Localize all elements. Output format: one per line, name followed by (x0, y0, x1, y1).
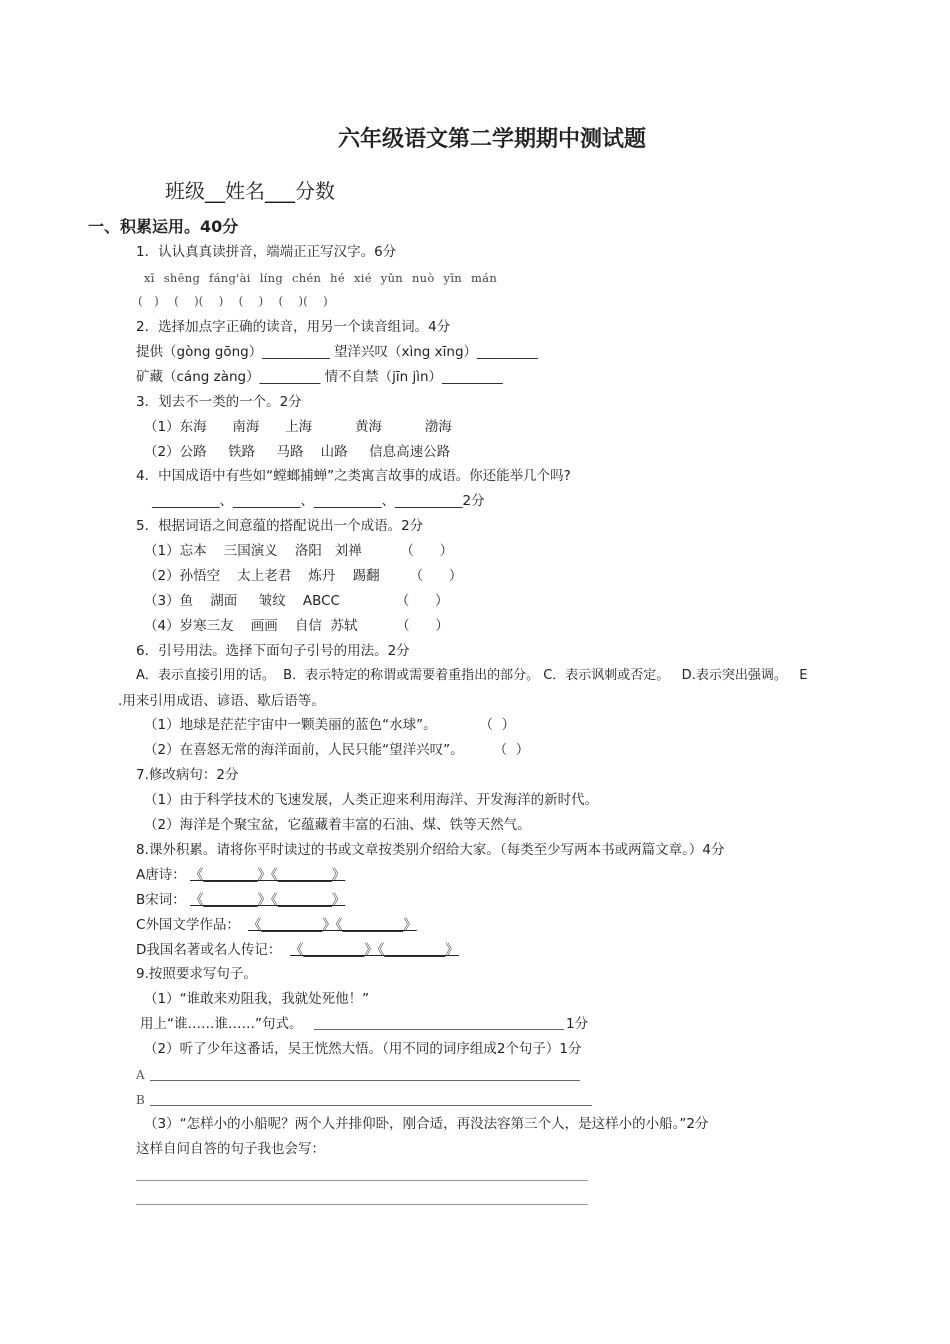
q9-item-1-answer-line[interactable] (314, 1029, 564, 1030)
q9-answer-line-a[interactable] (150, 1080, 580, 1081)
q8-prompt: 8.课外积累。请将你平时读过的书或文章按类别介绍给大家。（每类至少写两本书或两篇文章。）4分 (136, 842, 725, 858)
q5-item-4[interactable]: （4）岁寒三友 画画 自信 苏轼 （ ） (144, 618, 449, 634)
q9-item-1-requirement: 用上“谁……谁……”句式。 (140, 1016, 303, 1032)
q1-prompt: 1．认认真真读拼音，端端正正写汉字。6分 (136, 244, 397, 260)
q9-item-3-requirement: 这样自问自答的句子我也会写： (136, 1141, 325, 1157)
q8-tang-poems-blanks[interactable]: 《________》《________》 (190, 867, 346, 883)
q9-item-2: （2）听了少年这番话，吴王恍然大悟。（用不同的词序组成2个句子）1分 (144, 1041, 582, 1057)
page-title: 六年级语文第二学期期中测试题 (338, 127, 647, 152)
q9-answer-line-b[interactable] (150, 1105, 592, 1106)
q8-song-ci-blanks[interactable]: 《________》《________》 (190, 892, 346, 908)
q9-item-1: （1）“谁敢来劝阻我，我就处死他！” (144, 991, 370, 1007)
q3-prompt: 3．划去不一类的一个。2分 (136, 394, 302, 410)
q8-classics-label: D我国名著或名人传记： (136, 942, 282, 958)
q9-answer-label-b: B (136, 1093, 145, 1107)
q9-item-3: （3）“怎样小的小船呢？两个人并排仰卧，刚合适，再没法容第三个人，是这样小的小船。”2分 (144, 1116, 709, 1132)
section-heading-1: 一、积累运用。40分 (88, 217, 239, 236)
q9-item-1-score: 1分 (566, 1016, 589, 1032)
student-info-line: 班级__姓名___分数 (165, 179, 335, 203)
q8-classics-blanks[interactable]: 《_________》《_________》 (290, 942, 459, 958)
q7-prompt: 7.修改病句：2分 (136, 767, 239, 783)
q3-line-2: （2）公路 铁路 马路 山路 信息高速公路 (144, 444, 451, 460)
q4-answer-blanks[interactable]: __________、__________、__________、__________2分 (152, 493, 485, 509)
q6-options-line-2: .用来引用成语、谚语、歇后语等。 (118, 693, 325, 709)
q8-tang-poems-label: A唐诗： (136, 867, 186, 883)
q6-prompt: 6．引号用法。选择下面句子引号的用法。2分 (136, 643, 410, 659)
q2-prompt: 2．选择加点字正确的读音，用另一个读音组词。4分 (136, 319, 451, 335)
q6-item-1[interactable]: （1）地球是茫茫宇宙中一颗美丽的蓝色“水球”。 （ ） (144, 717, 516, 733)
q2-line-1[interactable]: 提供（gòng gōng）__________ 望洋兴叹（xìng xīng）_________ (136, 344, 538, 360)
q2-line-2[interactable]: 矿藏（cáng zàng）_________ 情不自禁（jīn jìn）_________ (136, 369, 503, 385)
q9-answer-label-a: A (136, 1068, 145, 1082)
q5-item-3[interactable]: （3）鱼 湖面 皱纹 ABCC （ ） (144, 593, 449, 609)
q7-item-1: （1）由于科学技术的飞速发展，人类正迎来利用海洋、开发海洋的新时代。 (144, 792, 599, 808)
q9-item-3-answer-line-2[interactable] (136, 1204, 588, 1205)
q5-prompt: 5．根据词语之间意蕴的搭配说出一个成语。2分 (136, 518, 424, 534)
q3-line-1: （1）东海 南海 上海 黄海 渤海 (144, 419, 452, 435)
q1-answer-blanks[interactable]: ( ) ( )( ) ( ) ( )( ) (138, 294, 328, 308)
q6-item-2[interactable]: （2）在喜怒无常的海洋面前，人民只能“望洋兴叹”。 （ ） (144, 742, 530, 758)
q9-item-3-answer-line-1[interactable] (136, 1180, 588, 1181)
q8-song-ci-label: B宋词： (136, 892, 186, 908)
q5-item-2[interactable]: （2）孙悟空 太上老君 炼丹 踢翻 （ ） (144, 568, 463, 584)
q8-foreign-lit-blanks[interactable]: 《_________》《_________》 (248, 917, 417, 933)
q4-prompt: 4．中国成语中有些如“螳螂捕蝉”之类寓言故事的成语。你还能举几个吗? (136, 468, 571, 484)
q6-options-line-1: A．表示直接引用的话。 B．表示特定的称谓或需要着重指出的部分。 C．表示讽刺或否定。 D.表示突出强调。 E (136, 668, 808, 683)
q9-prompt: 9.按照要求写句子。 (136, 966, 257, 982)
q1-pinyin: xī shēng fáng'ài líng chén hé xié yǔn nuò yīn mán (144, 271, 498, 285)
q8-foreign-lit-label: C外国文学作品： (136, 917, 240, 933)
q5-item-1[interactable]: （1）忘本 三国演义 洛阳 刘禅 （ ） (144, 543, 454, 559)
q7-item-2: （2）海洋是个聚宝盆，它蕴藏着丰富的石油、煤、铁等天然气。 (144, 817, 531, 833)
